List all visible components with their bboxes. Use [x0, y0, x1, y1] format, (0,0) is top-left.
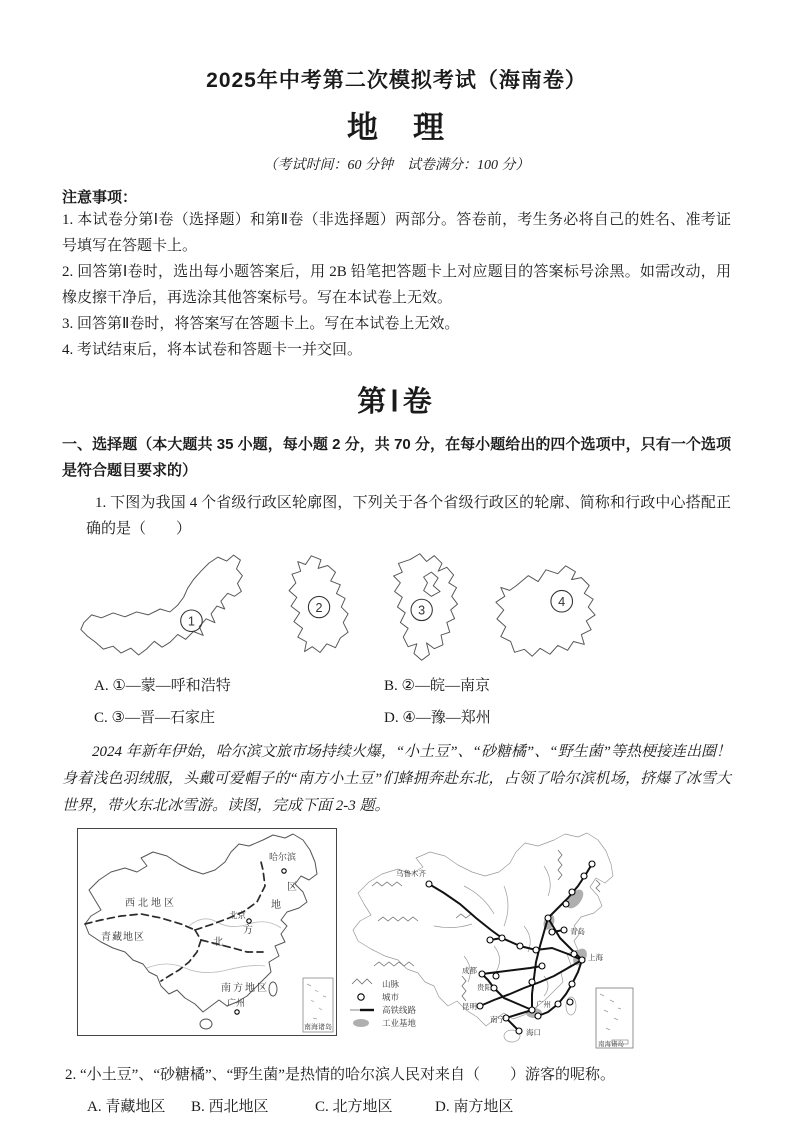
paper-title: 2025年中考第二次模拟考试（海南卷）	[206, 69, 587, 92]
label-north-char-4: 区	[287, 882, 297, 893]
label-inset-left: 南海诸岛	[304, 1024, 332, 1031]
question-1-stem: 1. 下图为我国 4 个省级行政区轮廓图，下列关于各个省级行政区的轮廓、简称和行政中心搭配正确的是（ ）	[86, 495, 731, 537]
notice-item-3: 3. 回答第Ⅱ卷时，将答案写在答题卡上。写在本试卷上无效。	[62, 316, 460, 332]
map-legend	[350, 979, 417, 1028]
china-four-regions-map	[77, 828, 337, 1036]
question-1-figure	[74, 546, 731, 668]
paper-header	[62, 64, 731, 174]
notice-item-2: 2. 回答第Ⅰ卷时，选出每小题答案后，用 2B 铅笔把答题卡上对应题目的答案标号涂黑。如需改动，用橡皮擦干净后，再选涂其他答案标号。写在本试卷上无效。	[62, 264, 731, 306]
legend-hsr-lines: 高铁线路	[382, 1005, 417, 1015]
q2-option-c: C. 北方地区	[315, 1099, 393, 1115]
question-2-stem: 2. “小土豆”、“砂糖橘”、“野生菌”是热情的哈尔滨人民对来自（ ）游客的呢称。	[65, 1067, 615, 1083]
q2-option-b: B. 西北地区	[191, 1099, 269, 1115]
label-shanghai: 上海	[588, 953, 603, 962]
question-2-options	[87, 1095, 731, 1120]
china-hsr-network-map	[344, 826, 639, 1056]
label-qingzang-region: 青藏地区	[101, 932, 145, 943]
paper-subject: 地 理	[347, 110, 446, 145]
label-kunming: 昆明	[462, 1002, 477, 1011]
q1-option-d: D. ④—豫—郑州	[384, 710, 491, 726]
province-3-number: 3	[418, 603, 426, 618]
province-outline-2-anhui	[274, 550, 367, 668]
notice-heading: 注意事项：	[62, 189, 138, 206]
label-guiyang: 贵阳	[477, 983, 492, 992]
label-north-char-3: 地	[271, 900, 281, 911]
section-intro: 一、选择题（本大题共 35 小题，每小题 2 分，共 70 分，在每小题给出的四个选项中，只有一个选项是符合题目要求的）	[62, 436, 731, 479]
label-qingdao: 青岛	[570, 927, 585, 936]
q1-option-a: A. ①—蒙—呼和浩特	[94, 678, 231, 694]
province-outline-3-hebei	[381, 546, 473, 668]
label-north-char-1: 北	[213, 937, 223, 948]
province-outline-4-henan	[487, 558, 605, 668]
province-2-number: 2	[315, 600, 323, 615]
province-1-number: 1	[187, 613, 196, 629]
maps-figure	[77, 828, 731, 1056]
province-4-number: 4	[558, 594, 566, 610]
q2-option-a: A. 青藏地区	[87, 1099, 166, 1115]
notice-item-1: 1. 本试卷分第Ⅰ卷（选择题）和第Ⅱ卷（非选择题）两部分。答卷前，考生务必将自己的姓名、准考证号填写在答题卡上。	[62, 212, 731, 254]
label-nanning: 南宁	[490, 1015, 505, 1024]
question-1-options	[94, 674, 731, 731]
label-harbin: 哈尔滨	[269, 852, 297, 862]
label-haikou: 海口	[526, 1028, 541, 1037]
label-chengdu: 成都	[462, 966, 477, 975]
label-urumqi: 乌鲁木齐	[396, 869, 426, 878]
notice-section	[62, 186, 731, 363]
label-south-region: 南方地区	[221, 983, 269, 994]
label-north-char-2: 方	[243, 925, 253, 936]
label-northwest-region: 西北地区	[125, 898, 177, 909]
legend-industrial-bases: 工业基地	[382, 1018, 417, 1028]
legend-mountains: 山脉	[382, 979, 400, 989]
label-guangzhou-right: 广州	[536, 1000, 551, 1009]
q2-option-d: D. 南方地区	[435, 1099, 514, 1115]
exam-meta: （考试时间：60 分钟 试卷满分：100 分）	[263, 158, 530, 173]
q1-option-b: B. ②—皖—南京	[384, 678, 490, 694]
passage-harbin-tourism: 2024 年新年伊始，哈尔滨文旅市场持续火爆，“小土豆”、“砂糖橘”、“野生菌”等热梗接连出圈！身着浅色羽绒服，头戴可爱帽子的“南方小土豆”们蜂拥奔赴东北，占领了哈尔滨机场，挤爆了冰雪大世界，带火东北冰雪游。读图，完成下面 2-3 题。	[62, 744, 731, 814]
label-beijing: 北京	[229, 910, 247, 920]
q1-option-c: C. ③—晋—石家庄	[94, 710, 215, 726]
province-outline-1-inner-mongolia	[74, 550, 260, 668]
legend-cities: 城市	[382, 992, 400, 1002]
label-inset-right: 南海诸岛	[598, 1041, 624, 1048]
part1-heading: 第Ⅰ卷	[357, 386, 436, 418]
label-guangzhou-left: 广州	[227, 998, 246, 1008]
notice-item-4: 4. 考试结束后，将本试卷和答题卡一并交回。	[62, 342, 363, 358]
